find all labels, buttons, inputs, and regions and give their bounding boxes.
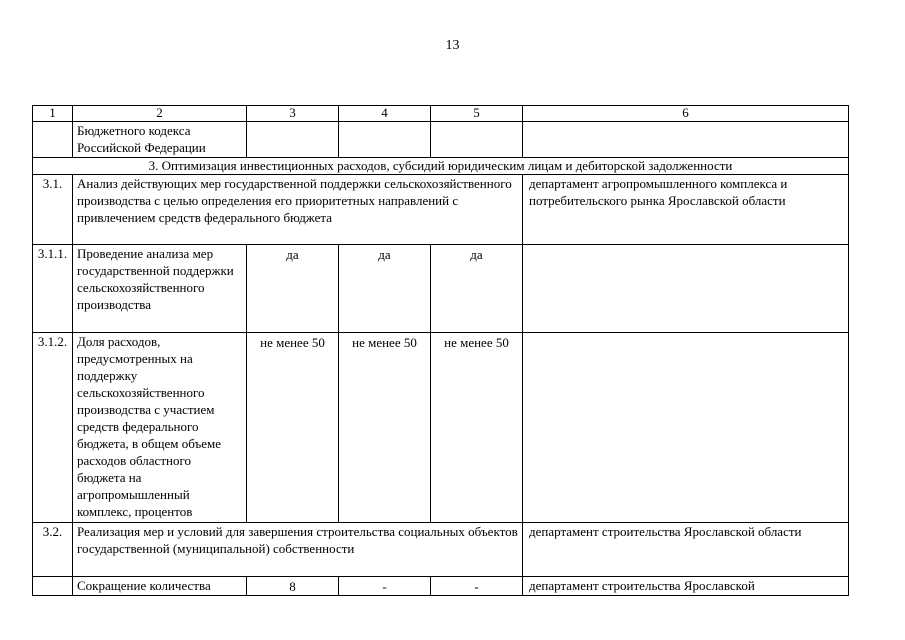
header-col-5: 5 (431, 106, 523, 122)
header-col-1: 1 (33, 106, 73, 122)
row-responsible (523, 333, 849, 523)
measures-table (32, 105, 849, 596)
row-value-4: - (339, 577, 431, 596)
header-col-4: 4 (339, 106, 431, 122)
header-col-3: 3 (247, 106, 339, 122)
table-row-continuation (33, 122, 849, 158)
row-responsible: департамент строительства Ярославской области (523, 523, 849, 577)
row-value-5: не менее 50 (431, 333, 523, 523)
table-row-3-1-1 (33, 245, 849, 333)
row-responsible: департамент агропромышленного комплекса и потребительского рынка Ярославской области (523, 175, 849, 245)
row-value-4: не менее 50 (339, 333, 431, 523)
row-description: Проведение анализа мер государственной поддержки сельскохозяйственного производства (73, 245, 247, 333)
section-3-title: 3. Оптимизация инвестиционных расходов, субсидий юридическим лицам и дебиторской задолженности (33, 158, 849, 175)
row-responsible (523, 245, 849, 333)
header-col-6: 6 (523, 106, 849, 122)
row-description: Доля расходов, предусмотренных на поддержку сельскохозяйственного производства с участием средств федерального бюджета, в общем объеме расходов областного бюджета на агропромышленный комплекс, процентов (73, 333, 247, 523)
row-description: Сокращение количества (73, 577, 247, 596)
row-description: Бюджетного кодекса Российской Федерации (73, 122, 247, 158)
row-value-3: не менее 50 (247, 333, 339, 523)
section-3-row (33, 158, 849, 175)
row-value-4: да (339, 245, 431, 333)
table-row-last (33, 577, 849, 596)
row-value-3: 8 (247, 577, 339, 596)
row-value-3: да (247, 245, 339, 333)
row-num (33, 122, 73, 158)
row-description: Реализация мер и условий для завершения строительства социальных объектов государственной (муниципальной) собственности (73, 523, 523, 577)
row-value-5: да (431, 245, 523, 333)
header-col-2: 2 (73, 106, 247, 122)
row-responsible (523, 122, 849, 158)
table-header-row (33, 106, 849, 122)
table-row-3-1-2 (33, 333, 849, 523)
row-description: Анализ действующих мер государственной поддержки сельскохозяйственного производства с целью определения его приоритетных направлений с привлечением средств федерального бюджета (73, 175, 523, 245)
row-responsible: департамент строительства Ярославской (523, 577, 849, 596)
table-row-3-2 (33, 523, 849, 577)
row-value-5: - (431, 577, 523, 596)
row-num: 3.1. (33, 175, 73, 245)
page-number: 13 (445, 38, 460, 53)
row-value-4 (339, 122, 431, 158)
row-value-3 (247, 122, 339, 158)
row-num: 3.2. (33, 523, 73, 577)
row-num (33, 577, 73, 596)
table-row-3-1 (33, 175, 849, 245)
row-value-5 (431, 122, 523, 158)
row-num: 3.1.1. (33, 245, 73, 333)
row-num: 3.1.2. (33, 333, 73, 523)
